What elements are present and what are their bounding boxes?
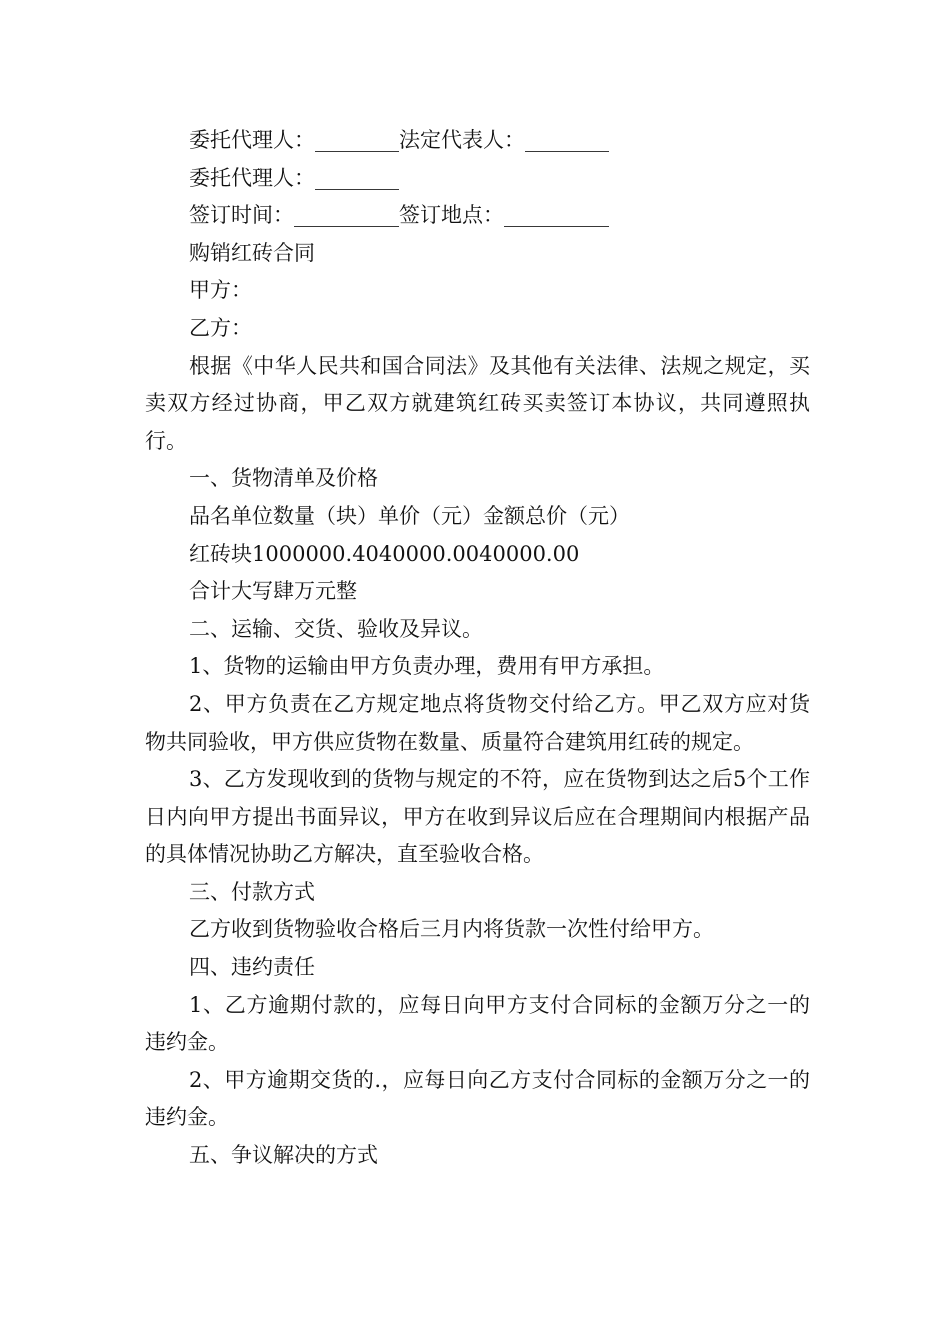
party-b-line: 乙方：: [189, 315, 252, 340]
contract-title: 购销红砖合同: [189, 240, 315, 265]
goods-table-header: 品名单位数量（块）单价（元）金额总价（元）: [189, 503, 630, 528]
clause-4-1: 1、乙方逾期付款的，应每日向甲方支付合同标的金额万分之一的违约金。: [145, 992, 810, 1055]
signing-time-place-line: 签订时间：__________签订地点：__________: [189, 203, 609, 228]
section-4-heading: 四、违约责任: [189, 955, 315, 980]
clause-4-2: 2、甲方逾期交货的.，应每日向乙方支付合同标的金额万分之一的违约金。: [145, 1067, 810, 1130]
clause-2-2: 2、甲方负责在乙方规定地点将货物交付给乙方。甲乙双方应对货物共同验收，甲方供应货物在数量、质量符合建筑用红砖的规定。: [145, 691, 810, 754]
preamble-paragraph: 根据《中华人民共和国合同法》及其他有关法律、法规之规定，买卖双方经过协商，甲乙双方就建筑红砖买卖签订本协议，共同遵照执行。: [145, 353, 810, 453]
agent-and-legal-rep-line: 委托代理人：________法定代表人：________: [189, 128, 609, 152]
total-amount-line: 合计大写肆万元整: [189, 579, 357, 604]
section-2-heading: 二、运输、交货、验收及异议。: [189, 616, 483, 641]
goods-table-row: 红砖块1000000.4040000.0040000.00: [189, 541, 580, 566]
clause-2-1: 1、货物的运输由甲方负责办理，费用有甲方承担。: [189, 654, 665, 679]
section-3-heading: 三、付款方式: [189, 879, 315, 904]
section-1-heading: 一、货物清单及价格: [189, 466, 378, 491]
agent-line: 委托代理人：________: [189, 165, 399, 190]
party-a-line: 甲方：: [189, 278, 252, 303]
clause-3-text: 乙方收到货物验收合格后三月内将货款一次性付给甲方。: [189, 917, 714, 942]
clause-2-3: 3、乙方发现收到的货物与规定的不符，应在货物到达之后5个工作日内向甲方提出书面异议，甲方在收到异议后应在合理期间内根据产品的具体情况协助乙方解决，直至验收合格。: [145, 767, 810, 867]
document-body: [145, 122, 810, 1175]
section-5-heading: 五、争议解决的方式: [189, 1143, 378, 1168]
